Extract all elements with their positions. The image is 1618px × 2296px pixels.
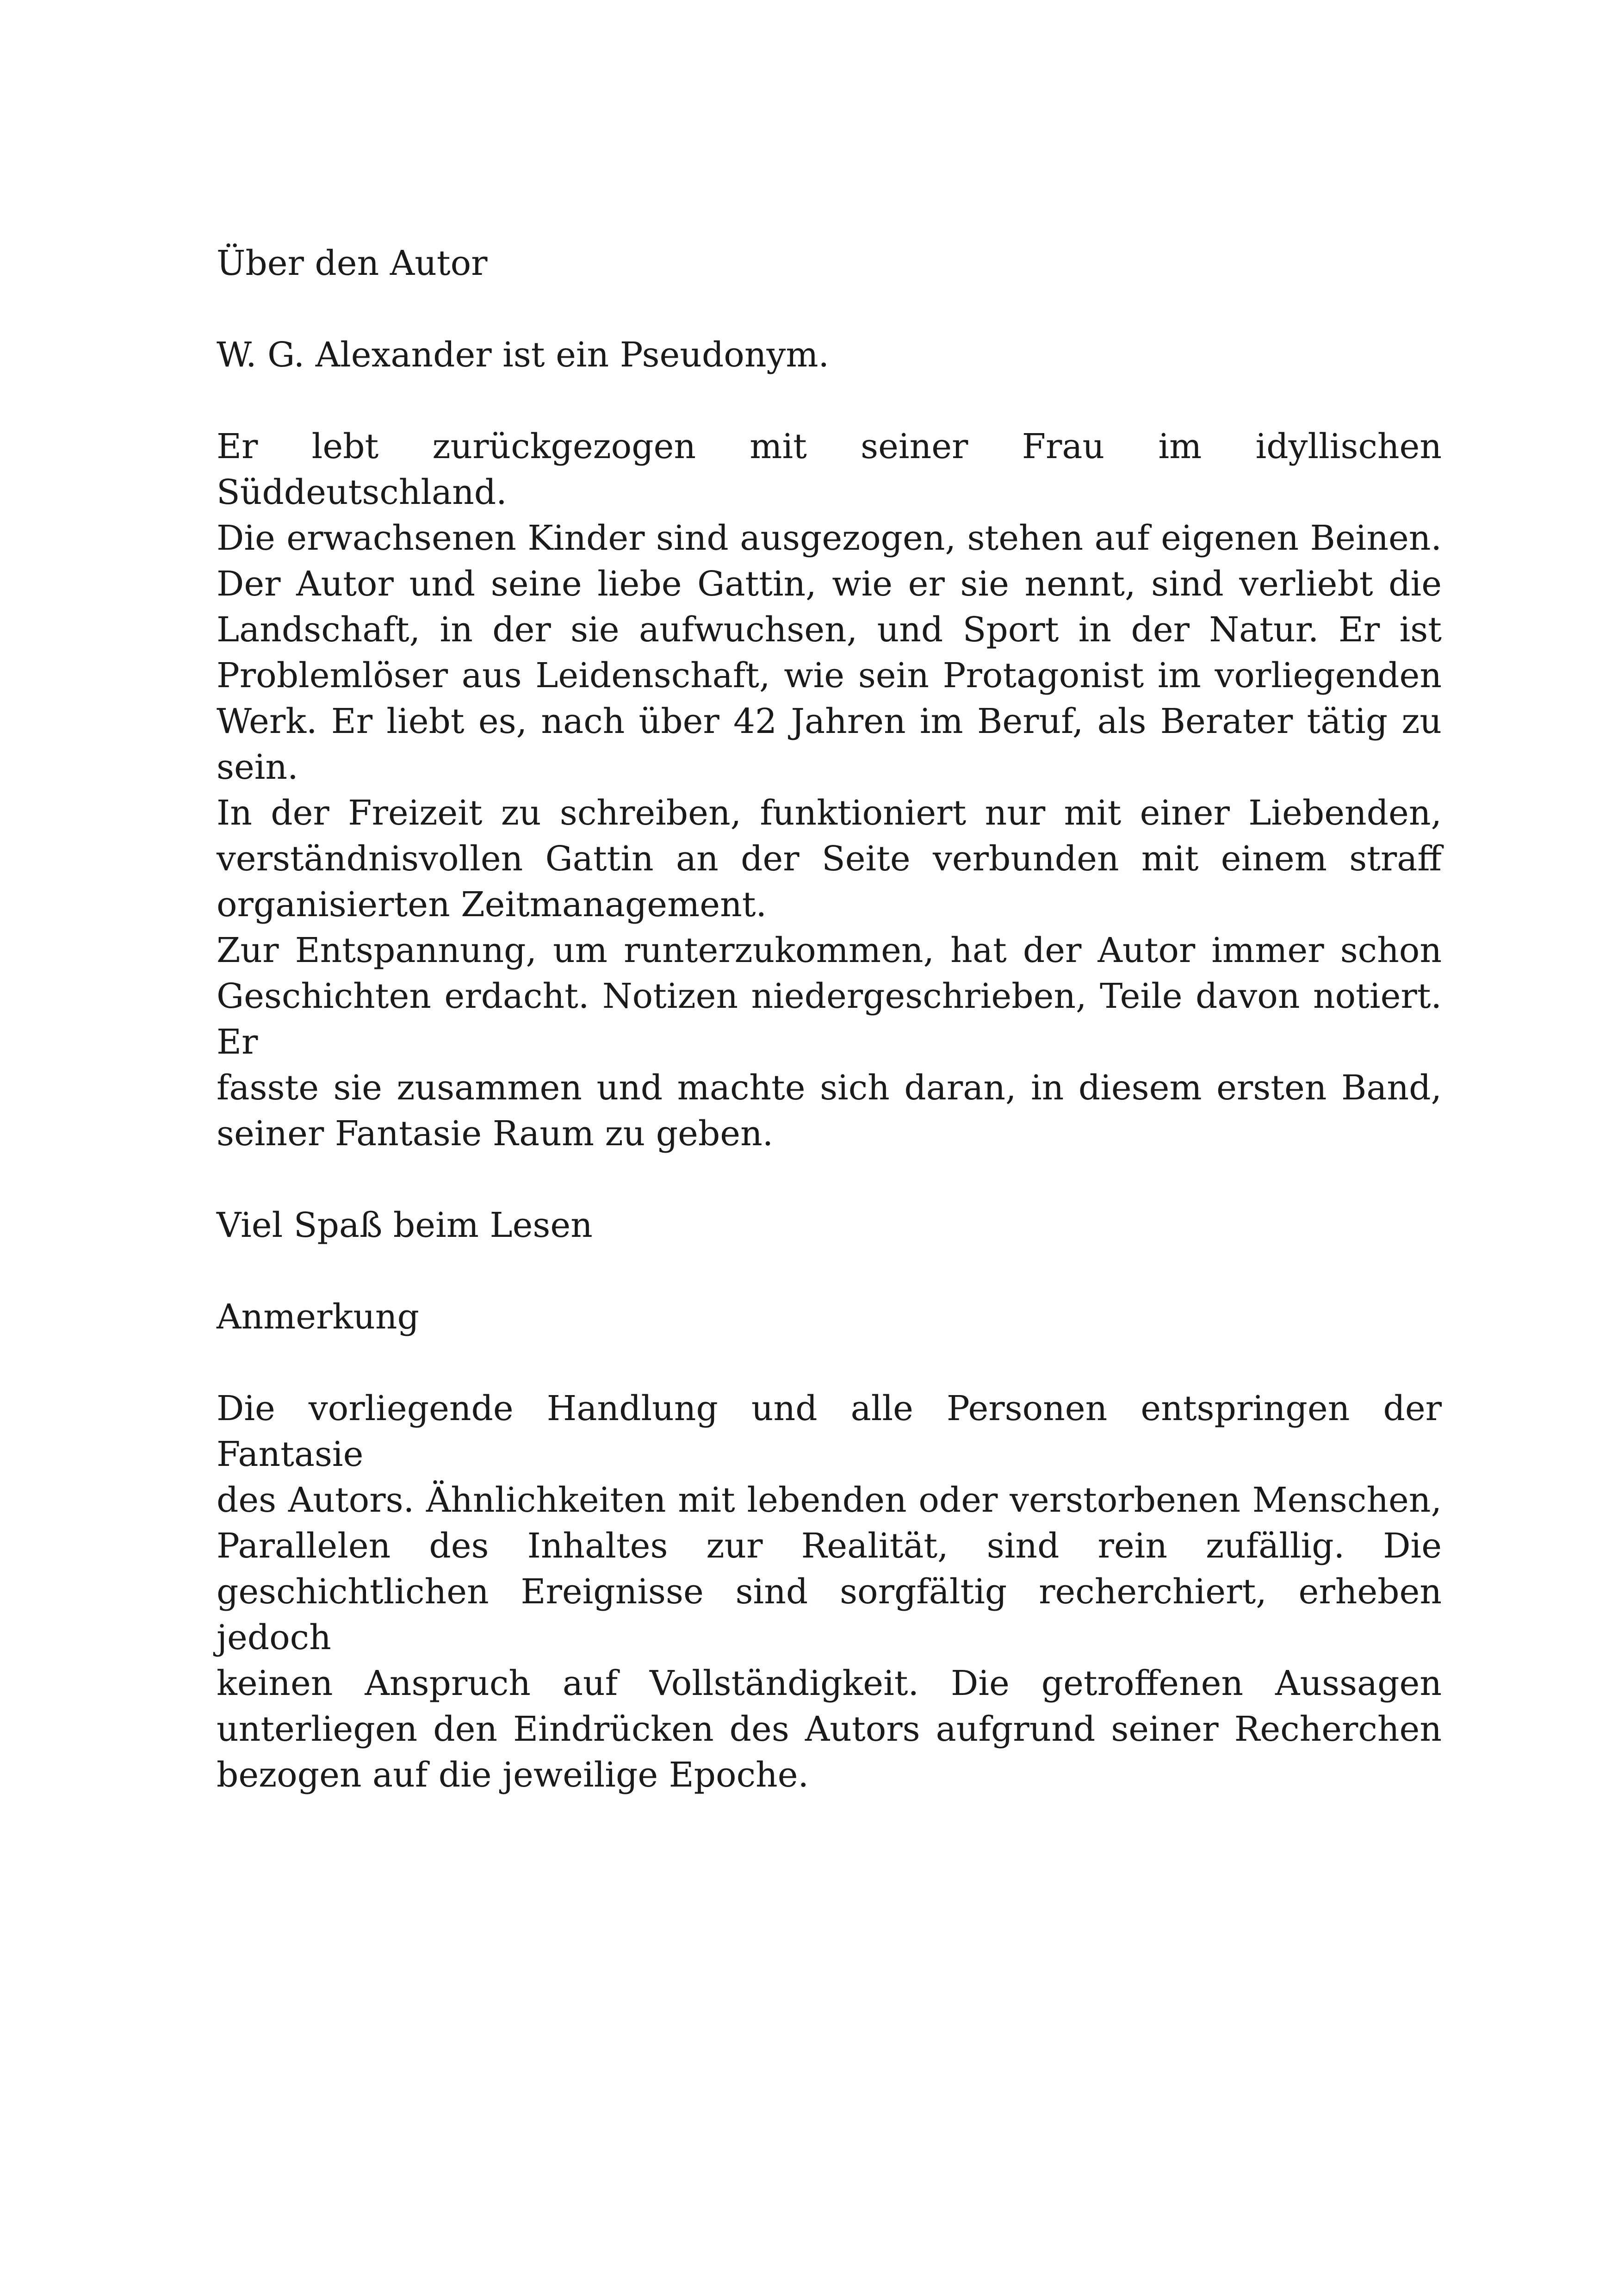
bio-line: Problemlöser aus Leidenschaft, wie sein Protagonist im vorliegenden <box>217 656 1442 695</box>
relax-line: fasste sie zusammen und machte sich daran, in diesem ersten Band, <box>217 1068 1442 1108</box>
bio-line: organisierten Zeitmanagement. <box>217 885 767 925</box>
heading-note: Anmerkung <box>217 1297 419 1337</box>
note-line: Die vorliegende Handlung und alle Personen entspringen der Fantasie <box>217 1389 1442 1474</box>
bio-line: Werk. Er liebt es, nach über 42 Jahren im Beruf, als Berater tätig zu sein. <box>217 701 1442 787</box>
note-line: Parallelen des Inhaltes zur Realität, sind rein zufällig. Die <box>217 1526 1442 1566</box>
relax-paragraph <box>217 928 1442 1157</box>
bio-line: In der Freizeit zu schreiben, funktioniert nur mit einer Liebenden, <box>217 793 1442 833</box>
bio-line: Der Autor und seine liebe Gattin, wie er sie nennt, sind verliebt die <box>217 564 1442 604</box>
bio-line: verständnisvollen Gattin an der Seite verbunden mit einem straff <box>217 839 1442 879</box>
spacer <box>217 1340 1442 1386</box>
spacer <box>217 1248 1442 1294</box>
closing-line: Viel Spaß beim Lesen <box>217 1205 593 1245</box>
bio-line: Landschaft, in der sie aufwuchsen, und Sport in der Natur. Er ist <box>217 610 1442 650</box>
relax-line: Zur Entspannung, um runterzukommen, hat der Autor immer schon <box>217 931 1442 970</box>
spacer <box>217 286 1442 332</box>
relax-line: Geschichten erdacht. Notizen niedergeschrieben, Teile davon notiert. Er <box>217 976 1442 1062</box>
spacer <box>217 378 1442 424</box>
bio-line: Die erwachsenen Kinder sind ausgezogen, stehen auf eigenen Beinen. <box>217 518 1442 558</box>
spacer <box>217 1157 1442 1203</box>
note-line: geschichtlichen Ereignisse sind sorgfältig recherchiert, erheben jedoch <box>217 1572 1442 1657</box>
note-line: unterliegen den Eindrücken des Autors aufgrund seiner Recherchen <box>217 1709 1442 1749</box>
note-line: des Autors. Ähnlichkeiten mit lebenden oder verstorbenen Menschen, <box>217 1480 1442 1520</box>
bio-line: Er lebt zurückgezogen mit seiner Frau im idyllischen Süddeutschland. <box>217 427 1442 512</box>
heading-about-author: Über den Autor <box>217 243 488 283</box>
note-line: keinen Anspruch auf Vollständigkeit. Die getroffenen Aussagen <box>217 1663 1442 1703</box>
document-page <box>217 241 1442 1798</box>
note-line: bezogen auf die jeweilige Epoche. <box>217 1755 809 1795</box>
relax-line: seiner Fantasie Raum zu geben. <box>217 1114 774 1154</box>
note-paragraph <box>217 1386 1442 1798</box>
bio-paragraph <box>217 424 1442 928</box>
pseudonym-line: W. G. Alexander ist ein Pseudonym. <box>217 335 830 375</box>
